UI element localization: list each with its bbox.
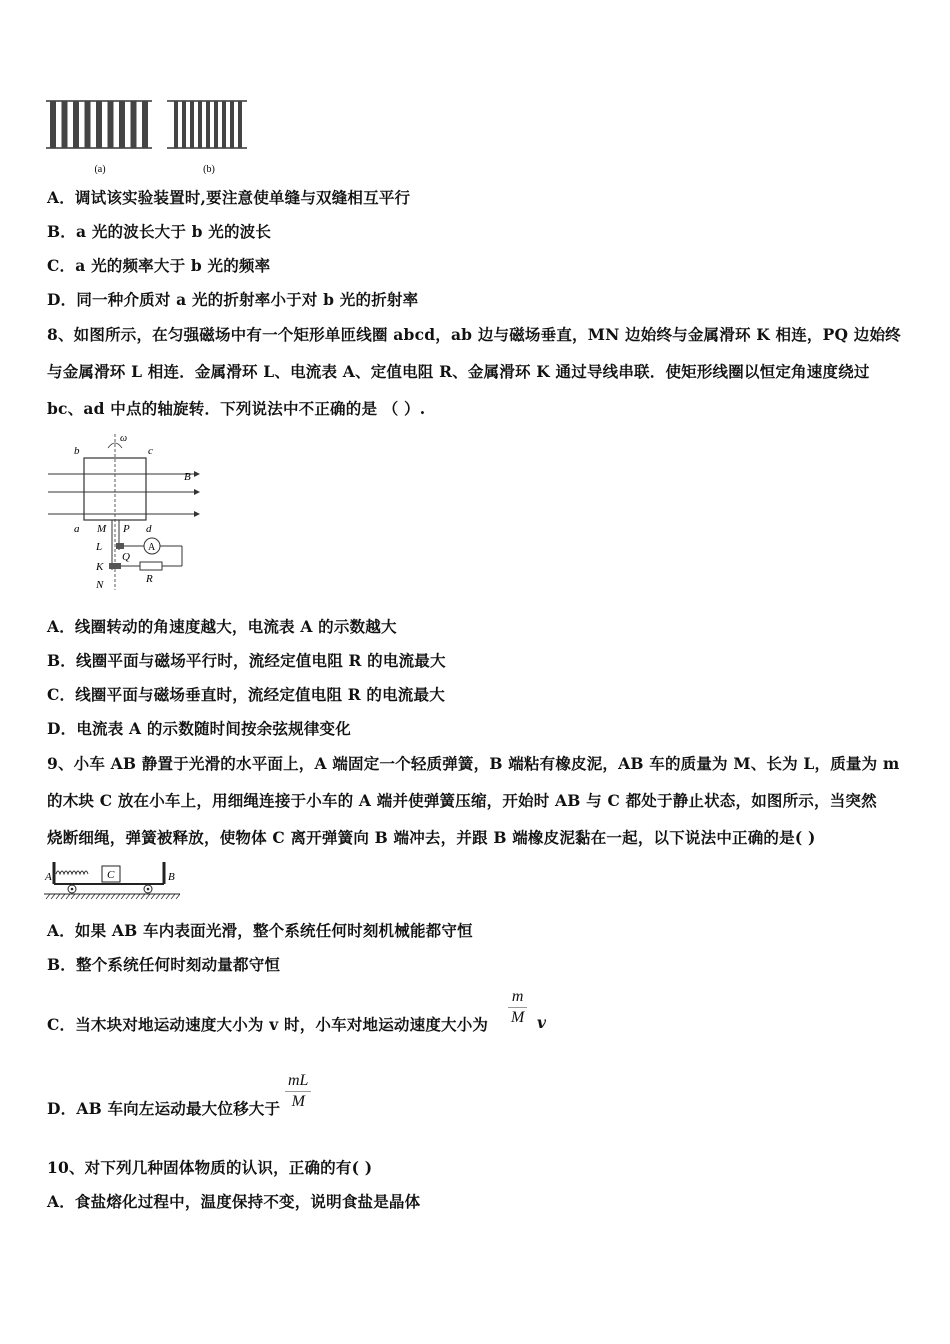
ground-hatch <box>61 894 65 899</box>
ground-hatch <box>131 894 135 899</box>
fringe-stripe <box>198 101 202 148</box>
fringe-stripe <box>182 101 186 148</box>
svg-text:A: A <box>148 542 156 553</box>
fringe-stripe <box>206 101 210 148</box>
fringe-stripe <box>190 101 194 148</box>
q8-option-c: C．线圈平面与磁场垂直时，流经定值电阻 R 的电流最大 <box>47 685 445 704</box>
svg-text:M: M <box>97 523 107 535</box>
ground-hatch <box>101 894 105 899</box>
resistor-symbol <box>140 562 162 570</box>
q7-option-c: C．a 光的频率大于 b 光的频率 <box>47 256 271 275</box>
fringe-stripe <box>62 101 68 148</box>
svg-text:A: A <box>45 871 52 883</box>
fringe-stripe <box>85 101 91 148</box>
q9-option-a: A．如果 AB 车内表面光滑，整个系统任何时刻机械能都守恒 <box>47 921 473 940</box>
svg-text:K: K <box>96 561 104 573</box>
ground-hatch <box>71 894 75 899</box>
q9-stem-line3: 烧断细绳，弹簧被释放，使物体 C 离开弹簧向 B 端冲去，并跟 B 端橡皮泥黏在一起，以下说法中正确的是( ) <box>47 828 816 847</box>
ground-hatch <box>66 894 70 899</box>
fringe-label-a: (a) <box>94 164 106 175</box>
svg-text:d: d <box>146 523 152 535</box>
ground-hatch <box>116 894 120 899</box>
svg-text:N: N <box>96 579 104 591</box>
svg-text:Q: Q <box>122 551 130 563</box>
fringe-stripe <box>214 101 218 148</box>
fringe-stripe <box>108 101 114 148</box>
fringe-stripe <box>119 101 125 148</box>
spring-symbol <box>56 871 88 874</box>
svg-text:c: c <box>148 445 153 457</box>
fringe-stripe <box>73 101 79 148</box>
ground-hatch <box>156 894 160 899</box>
fringe-stripe <box>230 101 234 148</box>
svg-text:ω: ω <box>120 433 128 444</box>
fringe-stripe <box>50 101 56 148</box>
q9-stem-line1: 9、小车 AB 静置于光滑的水平面上，A 端固定一个轻质弹簧，B 端粘有橡皮泥，AB 车的质量为 M、长为 L，质量为 m <box>47 754 900 773</box>
ground-hatch <box>46 894 50 899</box>
svg-text:R: R <box>146 573 153 585</box>
q8-stem-line3: bc、ad 中点的轴旋转．下列说法中不正确的是 （ ）. <box>47 399 426 418</box>
svg-text:B: B <box>184 471 191 483</box>
ground-hatch <box>166 894 170 899</box>
q9-cart-figure <box>44 856 184 900</box>
fringe-stripe <box>131 101 137 148</box>
q10-option-a: A．食盐熔化过程中，温度保持不变，说明食盐是晶体 <box>47 1192 421 1211</box>
q9-stem-line2: 的木块 C 放在小车上，用细绳连接于小车的 A 端并使弹簧压缩，开始时 AB 与 C 都处于静止状态，如图所示，当突然 <box>47 791 877 810</box>
svg-text:a: a <box>74 523 80 535</box>
q9-option-c-fraction: m M <box>508 988 527 1027</box>
ground-hatch <box>76 894 80 899</box>
fringe-stripe <box>174 101 178 148</box>
q8-option-a: A．线圈转动的角速度越大，电流表 A 的示数越大 <box>47 617 397 636</box>
fringe-pattern-b <box>167 101 247 148</box>
q8-stem-line2: 与金属滑环 L 相连．金属滑环 L、电流表 A、定值电阻 R、金属滑环 K 通过导线串联．使矩形线圈以恒定角速度绕过 <box>47 362 870 381</box>
svg-text:L: L <box>96 541 103 553</box>
svg-text:C: C <box>107 869 115 881</box>
ground-hatch <box>146 894 150 899</box>
fringe-pattern-a <box>46 101 152 148</box>
q9-option-c-tail: v <box>537 1013 547 1032</box>
svg-text:b: b <box>74 445 80 457</box>
fringe-label-b: (b) <box>203 164 215 175</box>
ground-hatch <box>86 894 90 899</box>
ground-hatch <box>111 894 115 899</box>
ground-hatch <box>51 894 55 899</box>
q9-option-c: C．当木块对地运动速度大小为 v 时，小车对地运动速度大小为 <box>47 1015 489 1034</box>
q7-option-d: D．同一种介质对 a 光的折射率小于对 b 光的折射率 <box>47 290 419 309</box>
q7-fringe-figure <box>44 96 254 178</box>
q8-coil-figure <box>44 430 204 592</box>
q9-option-b: B．整个系统任何时刻动量都守恒 <box>47 955 281 974</box>
ground-hatch <box>141 894 145 899</box>
ground-hatch <box>106 894 110 899</box>
ground-hatch <box>121 894 125 899</box>
q10-stem: 10、对下列几种固体物质的认识，正确的有( ) <box>47 1158 373 1177</box>
ground-hatch <box>126 894 130 899</box>
svg-text:P: P <box>123 523 130 535</box>
ground-hatch <box>81 894 85 899</box>
ground-hatch <box>151 894 155 899</box>
q7-option-b: B．a 光的波长大于 b 光的波长 <box>47 222 272 241</box>
ground-hatch <box>136 894 140 899</box>
svg-text:B: B <box>168 871 175 883</box>
ground-hatch <box>161 894 165 899</box>
ground-hatch <box>176 894 180 899</box>
q8-stem-line1: 8、如图所示，在匀强磁场中有一个矩形单匝线圈 abcd，ab 边与磁场垂直，MN 边始终与金属滑环 K 相连，PQ 边始终 <box>47 325 901 344</box>
ground-hatch <box>96 894 100 899</box>
ground-hatch <box>91 894 95 899</box>
q8-option-b: B．线圈平面与磁场平行时，流经定值电阻 R 的电流最大 <box>47 651 446 670</box>
q8-option-d: D．电流表 A 的示数随时间按余弦规律变化 <box>47 719 351 738</box>
q9-option-d-fraction: mL M <box>285 1072 311 1111</box>
fringe-stripe <box>96 101 102 148</box>
ground-hatch <box>56 894 60 899</box>
fringe-stripe <box>238 101 242 148</box>
fringe-stripe <box>222 101 226 148</box>
fringe-stripe <box>142 101 148 148</box>
q7-option-a: A．调试该实验装置时,要注意使单缝与双缝相互平行 <box>47 188 411 207</box>
q9-option-d: D．AB 车向左运动最大位移大于 <box>47 1099 281 1118</box>
ground-hatch <box>171 894 175 899</box>
